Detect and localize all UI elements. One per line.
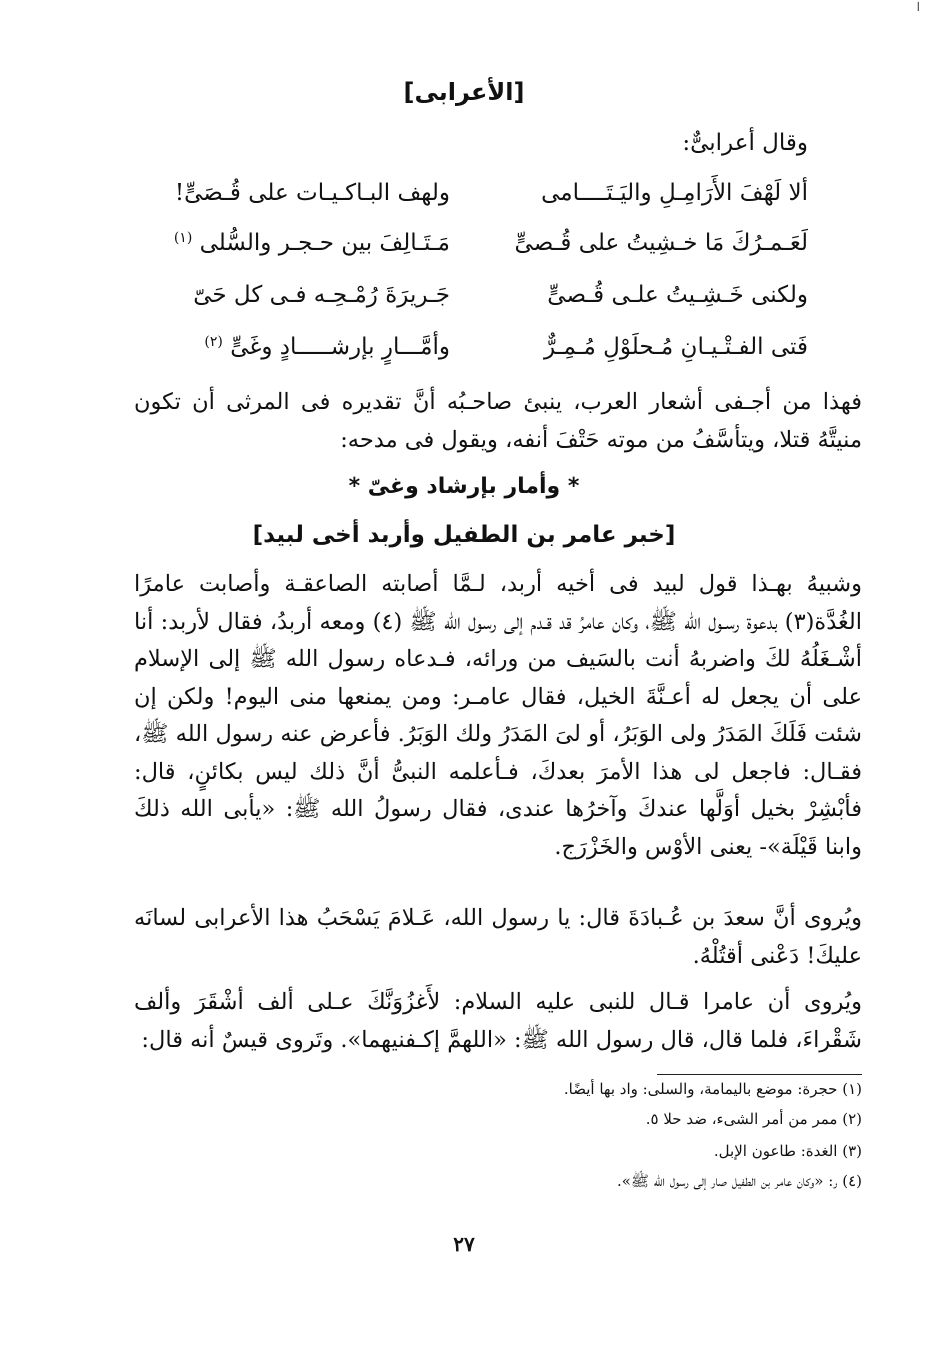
footnote-1: (١) حجرة: موضع باليمامة، والسلى: واد بها أيضًا. bbox=[563, 1080, 862, 1098]
verse-4-first-hemistich: فَتى الفـتْـيـانِ مُـحلَوْلِ مُـمِـرٌّ bbox=[544, 334, 808, 360]
verse-1-first-hemistich: ألا لَهْفَ الأَرَامِـلِ واليَـتَــــامى bbox=[541, 180, 808, 206]
footnote-marker-1: (١) bbox=[173, 230, 193, 246]
paragraph-saad-report: ويُروى أنَّ سعدَ بن عُـبادَةَ قال: يا رسول الله، عَـلامَ يَسْحَبُ هذا الأعرابى لسانَه عليكَ! دَعْنى أقتُلْهُ. bbox=[134, 905, 862, 969]
paragraph-amir-threat: ويُروى أن عامرا قـال للنبى عليه السلام: لأَغزُوَنَّكَ عـلى ألف أشْقَرَ وألف شَقْراءَ، فلما قال، قال رسول الله ﷺ: «اللهمَّ إكـفنيهما». وتَروى قيسٌ أنه قال: bbox=[134, 989, 862, 1053]
section-heading: [خبر عامر بن الطفيل وأربد أخى لبيد] bbox=[252, 522, 676, 548]
verse-2-second-hemistich bbox=[174, 230, 450, 256]
running-header: [الأعرابى] bbox=[403, 78, 525, 106]
corner-mark: ا bbox=[916, 0, 920, 14]
footnote-4: (٤) ر: «وكان عامر بن الطفيل صار إلى رسول الله ﷺ». bbox=[616, 1172, 862, 1190]
page-number: ٢٧ bbox=[453, 1232, 475, 1256]
footnote-marker-2: (٢) bbox=[204, 334, 223, 350]
commentary-paragraph: فهذا من أجـفى أشعار العرب، ينبئ صاحـبُه أنَّ تقديره فى المرثى أن تكون منيتَّهُ قتلا، ويتأسَّفُ من موته حَتْفَ أنفه، ويقول فى مدحه: bbox=[134, 389, 862, 453]
paragraph-amir-story: وشبيهُ بهـذا قول لبيد فى أخيه أربد، لـمَّا أصابته الصاعقـة وأصابت عامرًا الغُدَّة(٣) بدعوة رسـول الله ﷺ، وكان عامرُ قد قـدم إلى رسول الله ﷺ (٤) ومعه أربدُ، فقال لأربد: أنا أشْـغَلُهُ لكَ واضربهُ أنت بالسَيف من ورائه، فـدعاه رسول الله ﷺ إلى الإسلام على أن يجعل له أعـنَّةَ الخيل، فقال عامـر: ومن يمنعها منى اليوم! ولكن إن شئت فَلَكَ المَدَرُ ولى الوَبَرُ، أو لىَ المَدَرُ ولك الوَبَرُ. فأعرض عنه رسول الله ﷺ، فقـال: فاجعل لى هذا الأمرَ بعدكَ، فـأعلمه النبىُّ أنَّ ذلك ليس بكائنٍ، قال: فأبْشِرْ بخيل أوَلَّها عندكَ وآخرُها عندى، فقال رسولُ الله ﷺ: «يأبى الله ذلكَ وابنا قَيْلَة»- يعنى الأوْس والخَزْرَج. bbox=[134, 571, 862, 860]
verse-3-second-hemistich: جَـريرَةَ رُمْـحِـه فـى كل حَىّ bbox=[193, 282, 450, 308]
footnote-3: (٣) الغدة: طاعون الإبل. bbox=[713, 1142, 862, 1160]
poem-intro: وقال أعرابىٌّ: bbox=[682, 130, 808, 156]
footnote-divider bbox=[657, 1074, 862, 1075]
verse-4-text: وأمَّـــارٍ بإرشـــــادٍ وغَىٍّ bbox=[230, 334, 450, 360]
verse-1-second-hemistich: ولهف البـاكـيـات على قُـصَىٍّ! bbox=[174, 180, 450, 206]
verse-3-first-hemistich: ولكنى خَـشِـيتُ علـى قُـصىٍّ bbox=[547, 282, 808, 308]
footnote-2: (٢) ممر من أمر الشىء، ضد حلا ٥. bbox=[645, 1110, 862, 1128]
quote-heading: * وأمار بإرشاد وغىّ * bbox=[348, 474, 580, 499]
verse-2-text: مَـتَـالِفَ بين حـجـر والسُّلى bbox=[199, 230, 450, 256]
verse-2-first-hemistich: لَعَـمـرُكَ مَا خـشِيتُ على قُـصىٍّ bbox=[514, 230, 808, 256]
verse-4-second-hemistich bbox=[204, 334, 450, 360]
